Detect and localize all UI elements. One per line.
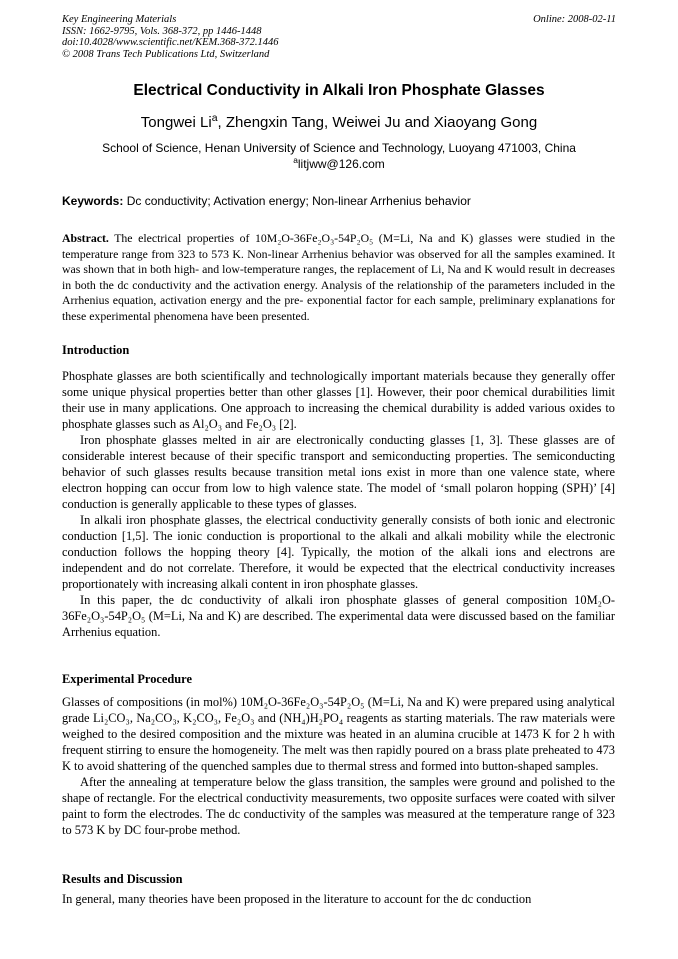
email-mark: a	[293, 155, 298, 165]
paragraph: Phosphate glasses are both scientifically and technologically important materials because they generally offer some unique physical properties better than other glasses [1]. However, their poor chemical durabilities limit their use in many applications. One approach to increasing the chemical durability is added various oxides to phosphate glasses such as Al₂O₃ and Fe₂O₃ [2].	[62, 369, 615, 431]
other-authors: , Zhengxin Tang, Weiwei Ju and Xiaoyang Gong	[217, 114, 538, 131]
paragraph: Iron phosphate glasses melted in air are electronically conducting glasses [1, 3]. These glasses are of considerable interest because of their specific transport and semiconducting properties. The semiconducting behavior of such glasses results because transition metal ions exist in more than one valence state, where electron hopping can occur from low to high valence state. The model of ‘small polaron hopping (SPH)’ [4] conduction is generally applicable to these types of glasses.	[62, 433, 615, 511]
online-date: Online: 2008-02-11	[533, 14, 616, 25]
paper-title: Electrical Conductivity in Alkali Iron Phosphate Glasses	[133, 82, 545, 99]
email-address: litjww@126.com	[297, 157, 385, 171]
doi-line: doi:10.4028/www.scientific.net/KEM.368-372.1446	[62, 37, 279, 48]
section-heading-introduction: Introduction	[62, 343, 130, 357]
section-body-results	[62, 891, 615, 907]
section-body-introduction	[62, 368, 615, 640]
issn-line: ISSN: 1662-9795, Vols. 368-372, pp 1446-1448	[62, 25, 262, 37]
section-body-experimental	[62, 694, 615, 838]
keywords-label: Keywords:	[62, 194, 124, 208]
paragraph: After the annealing at temperature below the glass transition, the samples were ground and polished to the shape of rectangle. For the electrical conductivity measurements, two opposite surfaces were coated with silver paint to form the electrodes. The dc conductivity of the samples was measured at the temperature range of 323 to 573 K by DC four-probe method.	[62, 775, 615, 837]
paragraph: In alkali iron phosphate glasses, the electrical conductivity generally consists of both ionic and electronic conduction [1,5]. The ionic conduction is proportional to the alkali and alkali mobility while the electronic conduction follows the hopping theory [4]. Typically, the motion of the alkali ions and electrons are independent and do not correlate. Therefore, it would be expected that the electrical conductivity increases proportionately with increasing alkali content in iron phosphate glasses.	[62, 513, 615, 591]
copyright-line: © 2008 Trans Tech Publications Ltd, Switzerland	[62, 48, 270, 60]
section-heading-experimental: Experimental Procedure	[62, 672, 192, 686]
first-author-mark: a	[211, 112, 218, 124]
paragraph: In general, many theories have been proposed in the literature to account for the dc conduction	[62, 892, 532, 906]
journal-header	[62, 14, 616, 60]
journal-name: Key Engineering Materials	[62, 14, 177, 25]
keywords	[62, 194, 616, 208]
section-heading-results: Results and Discussion	[62, 872, 183, 886]
affiliation: School of Science, Henan University of Science and Technology, Luoyang 471003, China	[102, 141, 576, 155]
keywords-text: Dc conductivity; Activation energy; Non-linear Arrhenius behavior	[123, 194, 471, 208]
author-email	[62, 157, 616, 171]
abstract-label: Abstract.	[62, 231, 109, 245]
abstract	[62, 231, 615, 325]
paragraph: Glasses of compositions (in mol%) 10M₂O-36Fe₂O₃-54P₂O₅ (M=Li, Na and K) were prepared using analytical grade Li₂CO₃, Na₂CO₃, K₂CO₃, Fe₂O₃ and (NH₄)H₂PO₄ reagents as starting materials. The raw materials were weighed to the desired composition and the mixture was heated in an alumina crucible at 1473 K for 2 h with frequent stirring to ensure the homogeneity. The melt was then rapidly poured on a brass plate preheated to 473 K to avoid shattering of the quenched samples due to thermal stress and formed into button-shaped samples.	[62, 695, 615, 773]
abstract-text: The electrical properties of 10M₂O-36Fe₂O₃-54P₂O₅ (M=Li, Na and K) glasses were studied in the temperature range from 323 to 573 K. Non-linear Arrhenius behavior was observed for all the samples examined. It was shown that in both high- and low-temperature ranges, the replacement of Li, Na and K would result in decreases in both the dc conductivity and the activation energy. Analysis of the relationship of the parameters included in the Arrhenius equation, activation energy and the pre- exponential factor for each sample, preliminary explanations for these experimental phenomena have been presented.	[62, 231, 615, 323]
author-list	[62, 114, 616, 131]
first-author: Tongwei Li	[140, 114, 212, 131]
paragraph: In this paper, the dc conductivity of alkali iron phosphate glasses of general composition 10M₂O-36Fe₂O₃-54P₂O₅ (M=Li, Na and K) are described. The experimental data were discussed based on the familiar Arrhenius equation.	[62, 593, 615, 639]
